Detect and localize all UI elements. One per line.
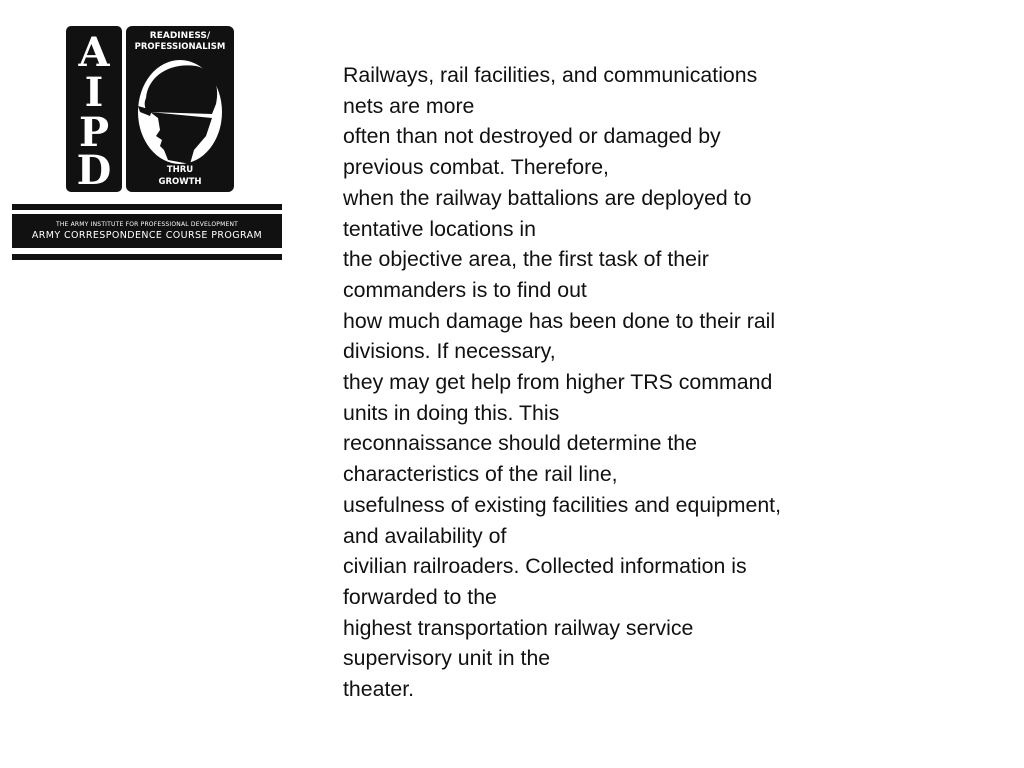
institute-name: THE ARMY INSTITUTE FOR PROFESSIONAL DEVELOPMENT xyxy=(55,220,239,228)
text-line: the objective area, the first task of their xyxy=(343,247,709,272)
text-line: supervisory unit in the xyxy=(343,646,551,671)
logo-divider-top xyxy=(12,204,282,210)
text-line: previous combat. Therefore, xyxy=(343,155,609,180)
logo-letter-d: D xyxy=(76,147,112,192)
text-line: reconnaissance should determine the xyxy=(343,431,697,456)
text-line: civilian railroaders. Collected information is xyxy=(343,554,747,579)
text-line: highest transportation railway service xyxy=(343,615,694,640)
text-line: and availability of xyxy=(343,523,507,548)
aipd-logo xyxy=(66,26,234,192)
aipd-logo-block xyxy=(12,26,282,262)
text-line: they may get help from higher TRS command xyxy=(343,370,773,395)
text-line: usefulness of existing facilities and equipment, xyxy=(343,492,782,517)
program-name: ARMY CORRESPONDENCE COURSE PROGRAM xyxy=(31,229,263,241)
text-line: Railways, rail facilities, and communications xyxy=(343,63,758,87)
text-line: forwarded to the xyxy=(343,584,497,609)
logo-motto-top-2: PROFESSIONALISM xyxy=(134,42,226,52)
text-line: divisions. If necessary, xyxy=(343,339,556,364)
text-line: commanders is to find out xyxy=(343,277,587,302)
text-line: how much damage has been done to their rail xyxy=(343,308,776,333)
logo-motto-bottom-2: GROWTH xyxy=(158,177,202,187)
logo-letter-p: P xyxy=(78,109,110,156)
logo-letter-i: I xyxy=(84,69,104,116)
text-line: characteristics of the rail line, xyxy=(343,462,618,487)
body-paragraph xyxy=(343,60,843,705)
logo-motto-top-1: READINESS/ xyxy=(149,31,211,41)
text-line: units in doing this. This xyxy=(343,400,560,425)
logo-divider-bottom xyxy=(12,254,282,260)
logo-program-banner xyxy=(12,214,282,248)
text-line: nets are more xyxy=(343,93,475,118)
text-line: theater. xyxy=(343,677,415,702)
text-line: tentative locations in xyxy=(343,216,536,241)
text-line: often than not destroyed or damaged by xyxy=(343,124,721,149)
logo-motto-bottom-1: THRU xyxy=(166,165,194,175)
text-line: when the railway battalions are deployed to xyxy=(343,185,752,210)
logo-letter-a: A xyxy=(78,29,110,76)
